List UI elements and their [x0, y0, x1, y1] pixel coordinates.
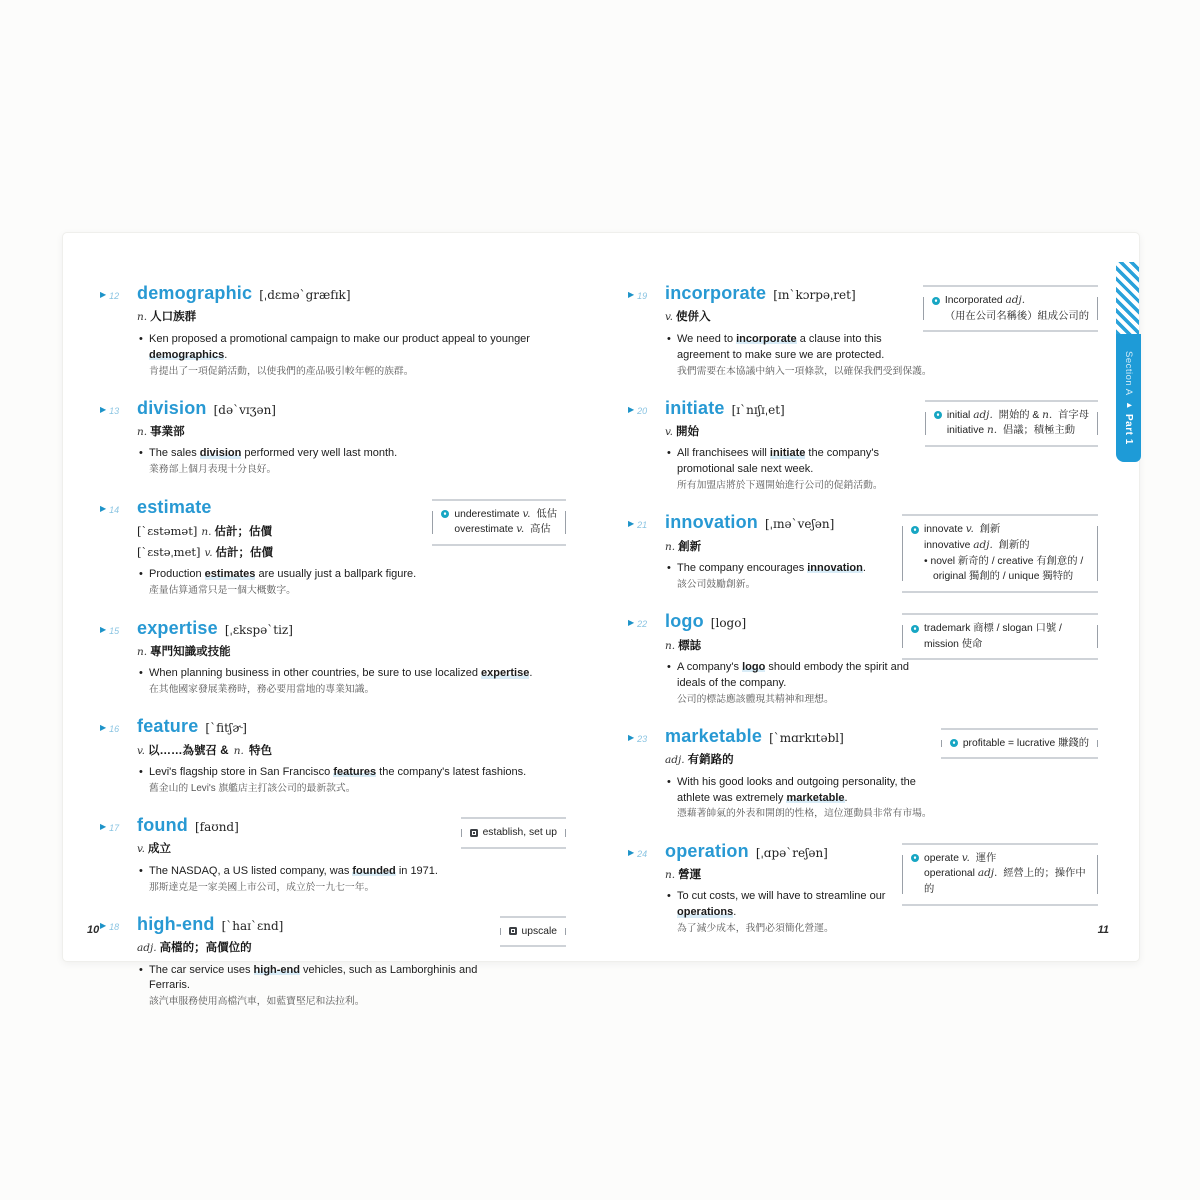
vocab-entry — [100, 283, 566, 379]
definition-text: 成立 — [148, 843, 172, 856]
phonetic-transcription: [ˋɛstəˌmet] — [137, 545, 201, 560]
headword-line — [137, 283, 566, 304]
entry-marker — [100, 497, 119, 515]
headword-line — [137, 618, 566, 639]
example-sentence — [137, 765, 552, 781]
part-of-speech: n. — [137, 426, 148, 439]
part-of-speech: v. — [665, 426, 674, 439]
definition-text: 專門知識或技能 — [150, 645, 231, 658]
example-translation: 憑藉著帥氣的外表和開朗的性格，這位運動員非常有市場。 — [677, 808, 932, 820]
play-triangle-icon: ▶ — [100, 723, 107, 733]
example-keyword: expertise — [481, 667, 530, 680]
play-triangle-icon: ▶ — [100, 404, 107, 414]
entry-number: 12 — [109, 291, 120, 301]
related-words-icon — [911, 854, 919, 862]
definition-text: 營運 — [678, 869, 702, 882]
entry-number: 23 — [637, 733, 648, 744]
phonetic-transcription: [ɪnˋkɔrpəˌret] — [773, 288, 856, 302]
definition-line — [137, 544, 566, 562]
synonym-icon — [470, 829, 478, 837]
example-translation: 該汽車服務使用高檔汽車，如藍寶堅尼和法拉利。 — [149, 996, 365, 1008]
phonetic-transcription: [ˋfitʃɚ] — [205, 721, 247, 736]
entry-marker — [100, 283, 119, 301]
phonetic-transcription: [faʊnd] — [194, 820, 239, 835]
entry-marker — [628, 398, 647, 416]
vocab-entry — [100, 815, 566, 895]
definition-text: 以……為號召 & n. 特色 — [148, 744, 273, 757]
headword: high-end — [137, 913, 215, 934]
part-of-speech: v. — [516, 523, 525, 536]
play-triangle-icon: ▶ — [100, 624, 107, 634]
entry-marker — [628, 283, 647, 301]
headword: initiate — [665, 397, 725, 418]
part-of-speech: n. — [986, 424, 998, 437]
entry-number: 17 — [109, 823, 120, 834]
headword: found — [137, 815, 188, 836]
bullet-icon: • — [667, 447, 671, 460]
synonym-icon — [509, 927, 517, 935]
vocab-entry — [628, 841, 1098, 937]
definition-text: 創新 — [678, 540, 702, 553]
example-keyword: marketable — [786, 791, 845, 804]
vocab-entry — [100, 914, 566, 1010]
entry-marker — [100, 914, 119, 932]
entry-number: 21 — [637, 520, 648, 531]
phonetic-transcription: [ˌɛkspəˋtiz] — [224, 622, 293, 637]
definition-line — [137, 743, 566, 760]
page-number-right: 11 — [1097, 924, 1109, 936]
bullet-icon: • — [139, 667, 143, 680]
example-translation: 我們需要在本協議中納入一項條款，以確保我們受到保護。 — [677, 365, 932, 377]
note-box-content — [911, 621, 1089, 652]
entry-number: 16 — [109, 724, 120, 735]
example-text: When planning business in other countries, be sure to use localized expertise. — [149, 667, 533, 680]
vocab-entry — [628, 611, 1098, 707]
definition-line — [665, 752, 937, 769]
note-box — [902, 613, 1098, 660]
example-sentence — [665, 561, 937, 577]
entry-number: 14 — [109, 504, 120, 515]
definition-line — [137, 424, 566, 441]
phonetic-transcription: [ˋhaɪˋɛnd] — [221, 918, 284, 933]
vocab-entry — [100, 716, 566, 796]
vocab-entry — [628, 512, 1098, 592]
example-text: The car service uses high-end vehicles, such as Lamborghinis and Ferraris. — [149, 963, 478, 992]
bullet-icon: • — [667, 890, 671, 903]
entry-marker — [100, 716, 119, 734]
tab-stripes-decoration — [1116, 262, 1139, 334]
note-box-content — [932, 293, 1089, 324]
definition-line — [137, 309, 566, 326]
part-of-speech: v. — [204, 547, 213, 560]
note-box-line: operate v. 運作 — [924, 851, 997, 864]
phonetic-transcription: [ˋɛstəmət] — [137, 523, 198, 538]
example-keyword: operations — [677, 906, 734, 919]
example-sentence — [665, 775, 937, 807]
part-of-speech: n. — [137, 311, 148, 324]
entry-number: 22 — [637, 619, 648, 630]
note-box — [925, 400, 1098, 448]
headword-line — [137, 716, 566, 737]
definition-line — [665, 424, 937, 441]
section-tab-text — [1123, 351, 1134, 445]
related-words-icon — [441, 510, 449, 518]
definition-text: 事業部 — [150, 426, 185, 439]
entry-marker — [628, 512, 647, 530]
headword: innovation — [665, 512, 758, 533]
example-sentence — [137, 446, 552, 462]
part-of-speech: v. — [137, 744, 146, 757]
note-box-line: overestimate v. 高估 — [454, 523, 551, 536]
example-text: We need to incorporate a clause into this agreement to make sure we are protected. — [677, 332, 885, 361]
note-box-content — [911, 522, 1089, 584]
play-triangle-icon: ▶ — [100, 290, 107, 299]
part-of-speech: n. — [201, 525, 212, 538]
note-box-line: innovative adj. 創新的 — [924, 539, 1030, 552]
entry-number: 20 — [637, 405, 648, 416]
note-box — [902, 843, 1098, 906]
vocab-entry — [100, 618, 566, 698]
definition-text: 使併入 — [676, 311, 711, 324]
example-sentence — [137, 666, 552, 682]
note-box-line: • novel 新奇的 / creative 有創意的 / original 獨創的 / unique 獨特的 — [924, 555, 1084, 583]
example-keyword: division — [199, 447, 242, 460]
phonetic-transcription: [ˌɪnəˋveʃən] — [765, 517, 835, 532]
entry-number: 13 — [109, 405, 120, 416]
note-box-content — [441, 507, 557, 539]
tab-section-label: Section A — [1123, 351, 1134, 396]
definition-text: 人口族群 — [150, 311, 197, 324]
example-keyword: logo — [742, 660, 766, 673]
definition-text: 開始 — [676, 426, 700, 439]
related-words-icon — [934, 411, 942, 419]
bullet-icon: • — [667, 660, 671, 673]
definition-text: 估計；估價 — [214, 525, 272, 538]
example-sentence — [137, 332, 552, 364]
bullet-icon: • — [139, 864, 143, 877]
note-box-line: upscale — [521, 925, 557, 937]
part-of-speech: n. — [1042, 408, 1053, 421]
example-sentence — [665, 889, 937, 921]
definition-text: 估計；估價 — [215, 547, 274, 560]
example-text: To cut costs, we will have to streamline our operations. — [677, 890, 886, 919]
note-box-line: initial adj. 開始的 & n. 首字母 — [946, 408, 1089, 421]
example-translation: 為了減少成本，我們必須簡化營運。 — [677, 923, 834, 935]
example-keyword: high-end — [253, 963, 300, 976]
example-translation: 該公司鼓勵創新。 — [677, 579, 756, 591]
example-keyword: incorporate — [736, 332, 797, 345]
note-box — [902, 514, 1098, 592]
example-keyword: demographics — [149, 348, 225, 361]
section-tab — [1116, 334, 1141, 462]
page-number-left: 10 — [87, 924, 100, 936]
bullet-icon: • — [667, 332, 671, 345]
example-text: Ken proposed a promotional campaign to make our product appeal to younger demographics. — [149, 332, 530, 361]
example-sentence — [137, 963, 487, 995]
bullet-icon: • — [667, 562, 671, 575]
example-keyword: innovation — [807, 562, 863, 575]
vocab-entry — [100, 398, 566, 478]
part-of-speech: v. — [961, 851, 970, 864]
headword: logo — [665, 611, 704, 632]
play-triangle-icon: ▶ — [628, 847, 635, 857]
example-text: With his good looks and outgoing personality, the athlete was extremely marketable. — [677, 775, 916, 804]
headword: expertise — [137, 617, 218, 638]
note-box-content — [934, 408, 1089, 440]
play-triangle-icon: ▶ — [100, 822, 107, 832]
entry-number: 18 — [109, 921, 120, 932]
headword: incorporate — [665, 283, 767, 303]
headword: estimate — [137, 496, 212, 517]
note-box-line: underestimate v. 低估 — [454, 507, 557, 520]
headword: feature — [137, 716, 199, 737]
example-keyword: estimates — [204, 568, 256, 581]
vocab-entry — [100, 497, 566, 599]
example-translation: 舊金山的 Levi's 旗艦店主打該公司的最新款式。 — [149, 782, 356, 794]
example-translation: 所有加盟店將於下週開始進行公司的促銷活動。 — [677, 480, 883, 492]
example-sentence — [665, 446, 937, 478]
headword: division — [137, 397, 207, 418]
headword: demographic — [137, 283, 253, 303]
part-of-speech: n. — [665, 639, 676, 652]
part-of-speech: adj. — [137, 942, 157, 955]
note-box-line: trademark 商標 / slogan 口號 / mission 使命 — [924, 623, 1062, 650]
note-box-content — [470, 825, 557, 840]
play-triangle-icon: ▶ — [100, 920, 107, 930]
note-box-content — [911, 851, 1089, 898]
play-triangle-icon: ▶ — [628, 618, 635, 628]
entry-number: 15 — [109, 625, 120, 636]
vocab-entry — [628, 283, 1098, 379]
entry-marker — [100, 618, 119, 636]
example-keyword: founded — [352, 864, 396, 877]
note-box-content — [950, 736, 1089, 751]
definition-line — [137, 644, 566, 661]
part-of-speech: adj. — [1005, 294, 1026, 306]
related-words-icon — [932, 297, 940, 305]
part-of-speech: n. — [233, 744, 244, 757]
part-of-speech: n. — [665, 540, 676, 553]
entry-marker — [100, 815, 119, 833]
play-triangle-icon: ▶ — [100, 503, 107, 513]
bullet-icon: • — [139, 765, 143, 778]
example-keyword: initiate — [769, 447, 806, 460]
entry-marker — [628, 611, 647, 629]
part-of-speech: v. — [965, 523, 974, 536]
example-translation: 在其他國家發展業務時，務必要用當地的專業知識。 — [149, 684, 375, 696]
example-text: A company's logo should embody the spirit and ideals of the company. — [677, 660, 909, 689]
phonetic-transcription: [ˋmɑrkɪtəbl] — [769, 730, 844, 745]
definition-line — [665, 309, 937, 326]
example-translation: 那斯達克是一家美國上市公司，成立於一九七一年。 — [149, 881, 375, 893]
phonetic-transcription: [ˌdɛməˋgræfɪk] — [259, 288, 351, 302]
note-box-line: profitable = lucrative 賺錢的 — [962, 737, 1089, 749]
example-translation: 肯提出了一項促銷活動，以使我們的產品吸引較年輕的族群。 — [149, 365, 414, 377]
book-spread-card — [62, 232, 1140, 1008]
vocab-entry — [628, 398, 1098, 494]
part-of-speech: n. — [137, 645, 148, 658]
phonetic-transcription: [logo] — [710, 616, 747, 631]
vocab-entry — [628, 726, 1098, 822]
example-text: Levi's flagship store in San Francisco features the company's latest fashions. — [149, 765, 527, 778]
entry-marker — [628, 841, 647, 859]
note-box — [923, 285, 1098, 332]
definition-text: 標誌 — [678, 639, 702, 652]
tab-part-label: Part 1 — [1123, 414, 1134, 445]
part-of-speech: adj. — [973, 408, 993, 421]
part-of-speech: v. — [137, 843, 146, 856]
part-of-speech: n. — [665, 869, 676, 882]
play-triangle-icon: ▶ — [628, 404, 635, 414]
entry-marker — [628, 726, 647, 744]
headword: marketable — [665, 725, 763, 746]
phonetic-transcription: [dəˋvɪʒən] — [213, 402, 276, 417]
note-box-line: innovate v. 創新 — [924, 523, 1001, 536]
play-triangle-icon: ▶ — [628, 290, 635, 299]
bullet-icon: • — [139, 332, 143, 345]
play-triangle-icon: ▶ — [628, 519, 635, 529]
note-box — [941, 728, 1098, 759]
right-page-column — [628, 283, 1098, 955]
note-box — [432, 499, 566, 547]
definition-text: 高檔的；高價位的 — [159, 942, 252, 955]
definition-text: 有銷路的 — [687, 754, 734, 767]
definition-line — [665, 638, 937, 655]
example-keyword: features — [333, 765, 377, 778]
example-text: Production estimates are usually just a ballpark figure. — [149, 568, 417, 581]
part-of-speech: adj. — [973, 539, 993, 552]
note-box-line: Incorporated adj. — [944, 294, 1026, 306]
example-text: The sales division performed very well last month. — [149, 447, 398, 460]
bullet-icon: • — [139, 963, 143, 976]
definition-line — [665, 867, 937, 884]
part-of-speech: v. — [522, 507, 531, 520]
phonetic-transcription: [ˌɑpəˋreʃən] — [755, 845, 828, 860]
bullet-icon: • — [667, 775, 671, 788]
headword: operation — [665, 840, 749, 861]
bullet-icon: • — [139, 568, 143, 581]
left-page-column — [100, 283, 566, 1029]
note-box — [461, 817, 566, 848]
example-sentence — [665, 332, 937, 364]
play-triangle-icon: ▶ — [628, 732, 635, 742]
example-sentence — [137, 864, 487, 880]
part-of-speech: v. — [665, 311, 674, 324]
related-words-icon — [911, 625, 919, 633]
note-box-line: （用在公司名稱後）組成公司的 — [944, 310, 1089, 322]
example-text: All franchisees will initiate the company's promotional sale next week. — [677, 447, 880, 476]
entry-number: 24 — [637, 848, 648, 859]
example-sentence — [137, 567, 487, 583]
example-text: The company encourages innovation. — [677, 562, 866, 575]
tab-arrow-icon: ▶ — [1125, 400, 1133, 410]
definition-line — [665, 539, 937, 556]
example-translation: 產量估算通常只是一個大概數字。 — [149, 585, 296, 597]
example-translation: 公司的標誌應該體現其精神和理想。 — [677, 693, 834, 705]
example-translation: 業務部上個月表現十分良好。 — [149, 464, 277, 476]
note-box — [500, 916, 567, 947]
example-text: The NASDAQ, a US listed company, was founded in 1971. — [149, 864, 438, 877]
part-of-speech: adj. — [665, 754, 685, 767]
note-box-line: initiative n. 倡議；積極主動 — [946, 424, 1075, 437]
note-box-content — [509, 924, 558, 939]
entry-marker — [100, 398, 119, 416]
part-of-speech: adj. — [977, 867, 998, 880]
headword-line — [137, 398, 566, 419]
note-box-line: establish, set up — [482, 827, 557, 839]
related-words-icon — [950, 739, 958, 747]
note-box-line: operational adj. 經營上的；操作中的 — [924, 867, 1086, 896]
example-sentence — [665, 660, 937, 692]
phonetic-transcription: [ɪˋnɪʃɪˌet] — [731, 402, 785, 417]
entry-number: 19 — [637, 291, 648, 301]
related-words-icon — [911, 526, 919, 534]
bullet-icon: • — [139, 447, 143, 460]
